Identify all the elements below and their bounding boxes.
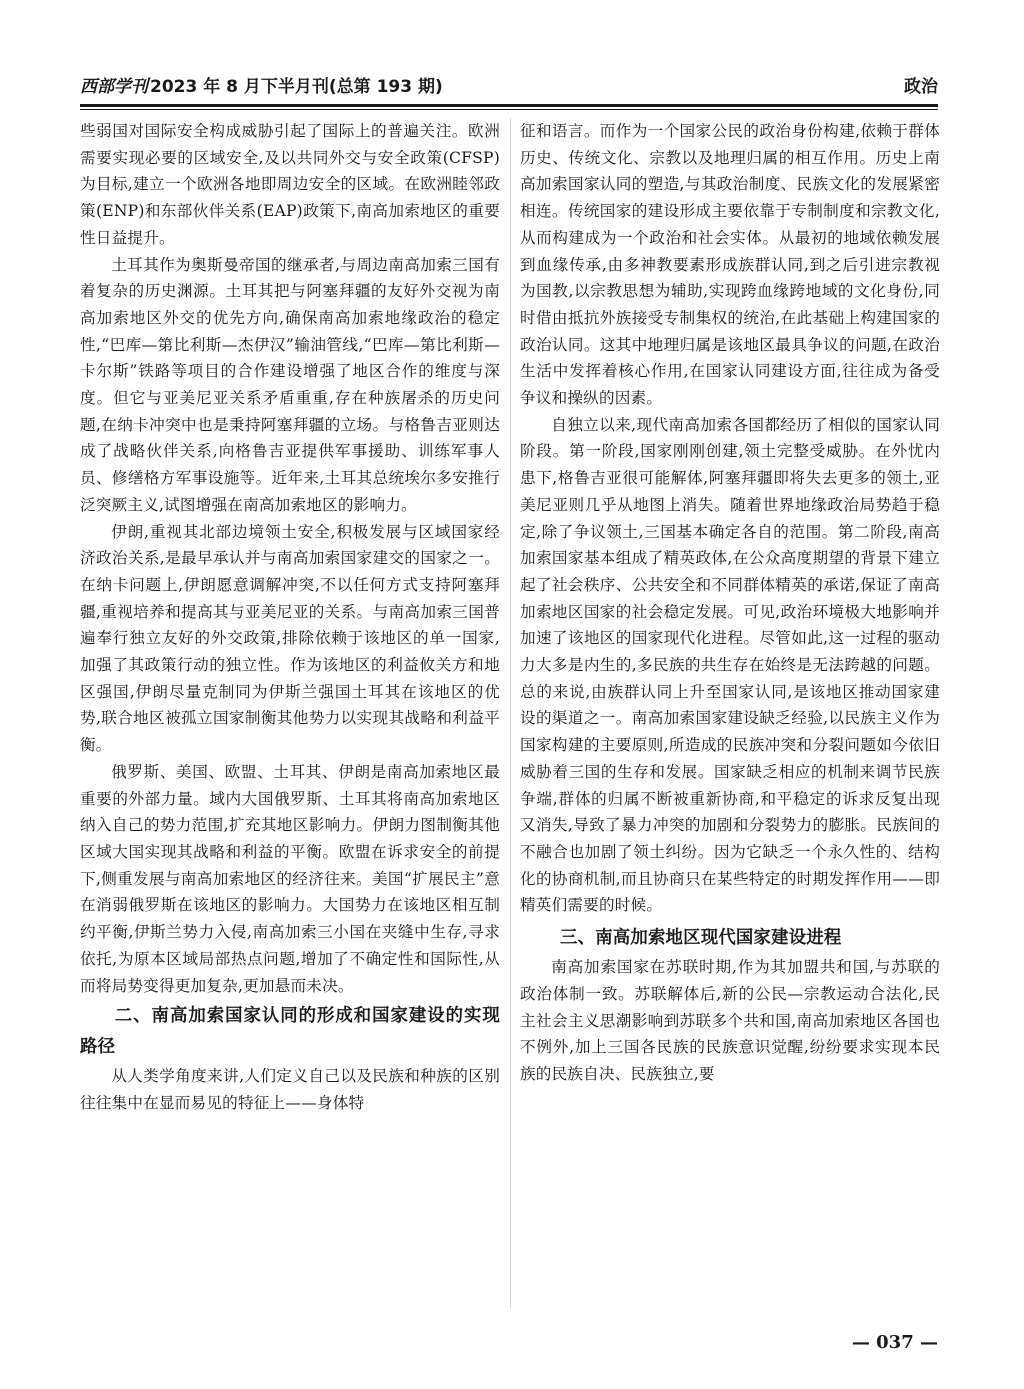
- section-heading-2: 二、南高加索国家认同的形成和国家建设的实现路径: [80, 1006, 500, 1058]
- paragraph: 伊朗,重视其北部边境领土安全,积极发展与区域国家经济政治关系,是最早承认并与南高加索国家建交的国家之一。在纳卡问题上,伊朗愿意调解冲突,不以任何方式支持阿塞拜疆,重视培养和提高其与亚美尼亚的关系。与南高加索三国普遍奉行独立友好的外交政策,排除依赖于该地区的单一国家,加强了其政策行动的独立性。作为该地区的利益攸关方和地区强国,伊朗尽量克制同为伊斯兰强国土耳其在该地区的优势,联合地区被孤立国家制衡其他势力以实现其战略和利益平衡。: [80, 522, 500, 755]
- paragraph: 从人类学角度来讲,人们定义自己以及民族和种族的区别往往集中在显而易见的特征上——身体特: [80, 1067, 500, 1112]
- page-number: — 037 —: [851, 1332, 938, 1353]
- paragraph: 俄罗斯、美国、欧盟、土耳其、伊朗是南高加索地区最重要的外部力量。域内大国俄罗斯、土耳其将南高加索地区纳入自己的势力范围,扩充其地区影响力。伊朗力图制衡其他区域大国实现其战略和利益的平衡。欧盟在诉求安全的前提下,侧重发展与南高加索地区的经济往来。美国“扩展民主”意在消弱俄罗斯在该地区的影响力。大国势力在该地区相互制约平衡,伊斯兰势力入侵,南高加索三小国在夹缝中生存,寻求依托,为原本区域局部热点问题,增加了不确定性和国际性,从而将局势变得更加复杂,更加悬而未决。: [80, 762, 500, 995]
- column-divider: [510, 118, 511, 1308]
- paragraph: 土耳其作为奥斯曼帝国的继承者,与周边南高加索三国有着复杂的历史渊源。土耳其把与阿塞拜疆的友好外交视为南高加索地区外交的优先方向,确保南高加索地缘政治的稳定性,“巴库—第比利斯—杰伊汉”输油管线,“巴库—第比利斯—卡尔斯”铁路等项目的合作建设增强了地区合作的维度与深度。但它与亚美尼亚关系矛盾重重,存在种族屠杀的历史问题,在纳卡冲突中也是秉持阿塞拜疆的立场。与格鲁吉亚则达成了战略伙伴关系,向格鲁吉亚提供军事援助、训练军事人员、修缮格方军事设施等。近年来,土耳其总统埃尔多安推行泛突厥主义,试图增强在南高加索地区的影响力。: [80, 255, 500, 514]
- left-column: [80, 118, 500, 1117]
- paragraph: 征和语言。而作为一个国家公民的政治身份构建,依赖于群体历史、传统文化、宗教以及地理归属的相互作用。历史上南高加索国家认同的塑造,与其政治制度、民族文化的发展紧密相连。传统国家的建设形成主要依靠于专制制度和宗教文化,从而构建成为一个政治和社会实体。从最初的地域依赖发展到血缘传承,由多神教要素形成族群认同,到之后引进宗教视为国教,以宗教思想为辅助,实现跨血缘跨地域的文化身份,同时借由抵抗外族接受专制集权的统治,在此基础上构建国家的政治认同。这其中地理归属是该地区最具争议的问题,在政治生活中发挥着核心作用,在国家认同建设方面,往往成为备受争议和操纵的因素。: [520, 122, 940, 408]
- header-rule-thin: [80, 109, 938, 110]
- journal-issue: [80, 74, 443, 100]
- journal-logo: 西部学刊: [80, 77, 148, 97]
- header-rule-thick: [80, 104, 938, 107]
- running-header: [80, 74, 938, 104]
- section-label: 政治: [904, 77, 938, 97]
- right-column: [520, 118, 940, 1088]
- section-heading-3: 三、南高加索地区现代国家建设进程: [560, 928, 842, 949]
- paragraph: 自独立以来,现代南高加索各国都经历了相似的国家认同阶段。第一阶段,国家刚刚创建,领土完整受威胁。在外忧内患下,格鲁吉亚很可能解体,阿塞拜疆即将失去更多的领土,亚美尼亚则几乎从地图上消失。随着世界地缘政治局势趋于稳定,除了争议领土,三国基本确定各自的范围。第二阶段,南高加索国家基本组成了精英政体,在公众高度期望的背景下建立起了社会秩序、公共安全和不同群体精英的承诺,保证了南高加索地区国家的社会稳定发展。可见,政治环境极大地影响并加速了该地区的国家现代化进程。尽管如此,这一过程的驱动力大多是内生的,多民族的共生存在始终是无法跨越的问题。总的来说,由族群认同上升至国家认同,是该地区推动国家建设的渠道之一。南高加索国家建设缺乏经验,以民族主义作为国家构建的主要原则,所造成的民族冲突和分裂问题如今依旧威胁着三国的生存和发展。国家缺乏相应的机制来调节民族争端,群体的归属不断被重新协商,和平稳定的诉求反复出现又消失,导致了暴力冲突的加剧和分裂势力的膨胀。民族间的不融合也加剧了领土纠纷。因为它缺乏一个永久性的、结构化的协商机制,而且协商只在某些特定的时期发挥作用——即精英们需要的时候。: [520, 415, 940, 915]
- paragraph: 些弱国对国际安全构成威胁引起了国际上的普遍关注。欧洲需要实现必要的区域安全,及以共同外交与安全政策(CFSP)为目标,建立一个欧洲各地即周边安全的区域。在欧洲睦邻政策(ENP)和东部伙伴关系(EAP)政策下,南高加索地区的重要性日益提升。: [80, 122, 500, 247]
- issue-label: 2023 年 8 月下半月刊(总第 193 期): [150, 77, 443, 97]
- paragraph: 南高加索国家在苏联时期,作为其加盟共和国,与苏联的政治体制一致。苏联解体后,新的公民—宗教运动合法化,民主社会主义思潮影响到苏联多个共和国,南高加索地区各国也不例外,加上三国各民族的民族意识觉醒,纷纷要求实现本民族的民族自决、民族独立,要: [520, 958, 940, 1083]
